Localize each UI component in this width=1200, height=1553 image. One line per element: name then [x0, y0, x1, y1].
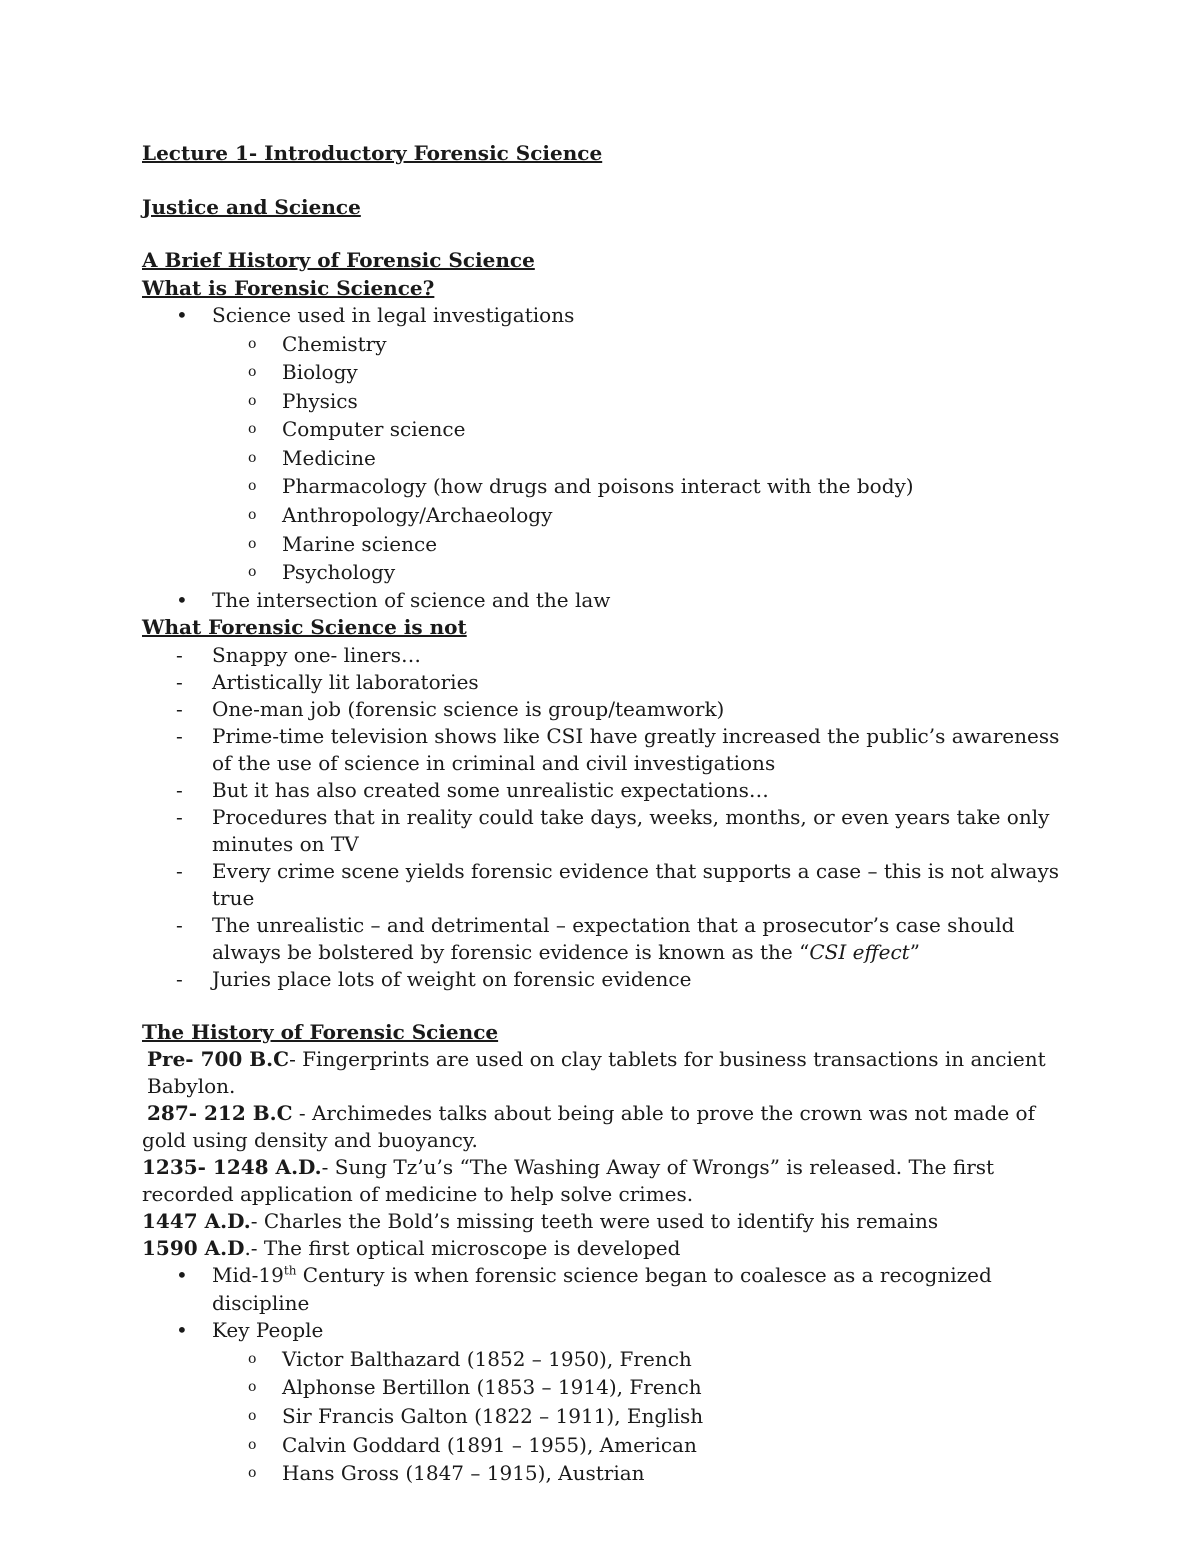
history-list	[142, 1262, 1082, 1487]
dash-list-item-text: Every crime scene yields forensic evidence that supports a case – this is not always true	[212, 858, 1060, 910]
list-item	[142, 587, 1082, 615]
timeline-entry	[142, 1046, 1082, 1100]
sub-bullet-marker: o	[248, 364, 257, 381]
timeline-date: 1447 A.D.	[142, 1209, 251, 1234]
sub-list-item-text: Biology	[282, 360, 358, 385]
dash-marker: -	[176, 642, 183, 667]
sub-bullet-marker: o	[248, 1465, 257, 1482]
timeline-text: .- The first optical microscope is developed	[244, 1236, 681, 1261]
sub-bullet-marker: o	[248, 478, 257, 495]
sub-list-item	[142, 415, 1082, 444]
sub-list-item	[142, 358, 1082, 387]
person-item	[142, 1459, 1082, 1488]
dash-list-item	[142, 858, 1082, 912]
dash-list-item-text: Juries place lots of weight on forensic evidence	[212, 966, 692, 991]
sub-list-item	[142, 558, 1082, 587]
bullet-marker: •	[176, 1263, 188, 1288]
dash-list-item	[142, 696, 1082, 723]
dash-list-item	[142, 642, 1082, 669]
person-item	[142, 1402, 1082, 1431]
sub-bullet-marker: o	[248, 535, 257, 552]
sub-list-item-text: Physics	[282, 388, 358, 413]
timeline-date: 1235- 1248 A.D.	[142, 1155, 322, 1180]
sub-bullet-marker: o	[248, 1350, 257, 1367]
timeline-entry	[142, 1235, 1082, 1262]
mid-century-text-post: Century is when forensic science began to coalesce as a recognized discipline	[212, 1263, 992, 1315]
dash-marker: -	[176, 966, 183, 991]
person-item	[142, 1431, 1082, 1460]
csi-effect-term: CSI effect	[809, 939, 910, 964]
list-item-text: The intersection of science and the law	[212, 587, 611, 612]
sub-list-item-text: Medicine	[282, 445, 376, 470]
dash-list-item	[142, 966, 1082, 993]
sub-list-item-text: Anthropology/Archaeology	[282, 503, 553, 528]
sub-bullet-marker: o	[248, 507, 257, 524]
sub-list-item-text: Pharmacology (how drugs and poisons interact with the body)	[282, 474, 914, 499]
dash-marker: -	[176, 912, 183, 937]
ordinal-suffix: th	[283, 1263, 297, 1278]
sub-list-item	[142, 472, 1082, 501]
dash-marker: -	[176, 804, 183, 829]
timeline-entry	[142, 1154, 1082, 1208]
bullet-marker: •	[176, 1318, 188, 1343]
timeline-text: - Sung Tz’u’s “The Washing Away of Wrongs” is released. The first recorded application of medicine to help solve crimes.	[142, 1155, 995, 1207]
list-item	[142, 302, 1082, 330]
heading-what-is-forensic-science: What is Forensic Science?	[142, 275, 435, 300]
person-text: Sir Francis Galton (1822 – 1911), English	[282, 1404, 704, 1429]
history-timeline	[142, 1046, 1082, 1262]
sub-list-item	[142, 444, 1082, 473]
csi-text-post: ”	[909, 939, 920, 964]
person-text: Victor Balthazard (1852 – 1950), French	[282, 1346, 692, 1371]
timeline-date: Pre- 700 B.C	[147, 1047, 290, 1072]
lecture-title: Lecture 1- Introductory Forensic Science	[142, 141, 603, 165]
section-justice-and-science: Justice and Science	[142, 194, 361, 219]
sub-bullet-marker: o	[248, 449, 257, 466]
list-item-text: Science used in legal investigations	[212, 303, 575, 327]
person-item	[142, 1373, 1082, 1402]
timeline-text: - Fingerprints are used on clay tablets for business transactions in ancient Babylon.	[147, 1047, 1046, 1099]
sub-bullet-marker: o	[248, 564, 257, 581]
timeline-entry	[142, 1100, 1082, 1154]
sub-list-item	[142, 387, 1082, 416]
dash-marker: -	[176, 723, 183, 748]
dash-list-item	[142, 723, 1082, 777]
dash-list-item	[142, 669, 1082, 696]
document-page	[142, 140, 1082, 1488]
sub-list-item-text: Chemistry	[282, 331, 387, 356]
dash-list-item-csi-effect	[142, 912, 1082, 966]
heading-history-of-forensic-science: The History of Forensic Science	[142, 1019, 499, 1044]
timeline-text: - Archimedes talks about being able to prove the crown was not made of gold using density and buoyancy.	[142, 1101, 1035, 1153]
sub-list-item-text: Psychology	[282, 560, 396, 585]
dash-marker: -	[176, 669, 183, 694]
sub-list-item-text: Computer science	[282, 417, 466, 442]
list-item	[142, 1262, 1082, 1317]
what-not-list	[142, 642, 1082, 993]
sub-bullet-marker: o	[248, 392, 257, 409]
sub-list-item-text: Marine science	[282, 531, 438, 556]
dash-list-item-text: Procedures that in reality could take days, weeks, months, or even years take only minutes on TV	[212, 804, 1050, 856]
sub-bullet-marker: o	[248, 421, 257, 438]
bullet-marker: •	[176, 587, 188, 612]
dash-marker: -	[176, 858, 183, 883]
timeline-date: 287- 212 B.C	[147, 1101, 293, 1126]
timeline-text: - Charles the Bold’s missing teeth were used to identify his remains	[250, 1209, 939, 1234]
dash-list-item	[142, 777, 1082, 804]
sub-list-item	[142, 330, 1082, 359]
dash-list-item-text: But it has also created some unrealistic expectations…	[212, 777, 769, 802]
section-brief-history: A Brief History of Forensic Science	[142, 248, 535, 272]
list-item	[142, 1317, 1082, 1345]
sub-bullet-marker: o	[248, 335, 257, 352]
sub-bullet-marker: o	[248, 1379, 257, 1396]
person-text: Hans Gross (1847 – 1915), Austrian	[282, 1461, 645, 1486]
person-item	[142, 1345, 1082, 1374]
sub-bullet-marker: o	[248, 1436, 257, 1453]
dash-marker: -	[176, 696, 183, 721]
dash-list-item	[142, 804, 1082, 858]
dash-marker: -	[176, 777, 183, 802]
sub-list-item	[142, 530, 1082, 559]
heading-what-forensic-science-is-not: What Forensic Science is not	[142, 615, 467, 640]
mid-century-text-pre: Mid-19	[212, 1263, 284, 1288]
dash-list-item-text: Artistically lit laboratories	[212, 669, 479, 694]
csi-text-pre: The unrealistic – and detrimental – expectation that a prosecutor’s case should always be bolstered by forensic evidence is known as the “	[212, 912, 1015, 964]
person-text: Calvin Goddard (1891 – 1955), American	[282, 1432, 697, 1457]
dash-list-item-text: One-man job (forensic science is group/teamwork)	[212, 696, 725, 721]
sub-bullet-marker: o	[248, 1408, 257, 1425]
person-text: Alphonse Bertillon (1853 – 1914), French	[282, 1375, 702, 1400]
timeline-entry	[142, 1208, 1082, 1235]
list-item-text: Key People	[212, 1318, 324, 1343]
timeline-date: 1590 A.D	[142, 1236, 245, 1261]
dash-list-item-text: Snappy one- liners…	[212, 642, 421, 667]
what-is-list	[142, 302, 1082, 614]
sub-list-item	[142, 501, 1082, 530]
dash-list-item-text: Prime-time television shows like CSI have greatly increased the public’s awareness of the use of science in criminal and civil investigations	[212, 723, 1060, 775]
bullet-marker: •	[176, 303, 188, 327]
